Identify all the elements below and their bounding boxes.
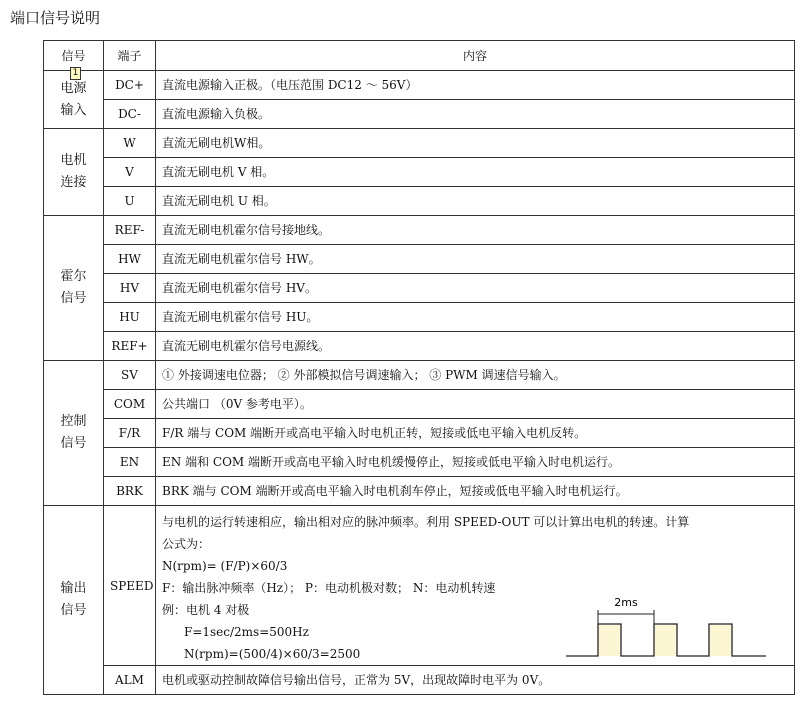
signal-group-output [44,506,104,695]
table-row [44,477,795,506]
table-row [44,245,795,274]
table-row [44,303,795,332]
terminal-cell: DC- [104,100,156,129]
terminal-cell: BRK [104,477,156,506]
terminal-cell: SPEED [104,506,156,666]
signal-group-2 [44,216,104,361]
description-cell: 直流无刷电机霍尔信号电源线。 [156,332,795,361]
page-title: 端口信号说明 [10,9,101,27]
terminal-cell: DC+ [104,71,156,100]
description-cell: 直流无刷电机霍尔信号 HU。 [156,303,795,332]
table-row [44,100,795,129]
header-signal: 信号 [44,41,104,71]
description-cell: 直流无刷电机 V 相。 [156,158,795,187]
signal-group-1 [44,129,104,216]
speed-line: N(rpm)=(500/4)×60/3=2500 [184,647,361,661]
pulse-fill [710,625,731,656]
speed-line: 与电机的运行转速相应，输出相对应的脉冲频率。利用 SPEED-OUT 可以计算出电机的转速。计算 [162,515,690,529]
terminal-cell: HW [104,245,156,274]
terminal-cell: COM [104,390,156,419]
signal-line: 信号 [60,291,87,306]
description-cell: 直流电源输入负极。 [156,100,795,129]
terminal-cell: ALM [104,666,156,695]
table-row [44,187,795,216]
signal-line: 连接 [60,175,87,190]
table-row [44,158,795,187]
description-cell: F/R 端与 COM 端断开或高电平输入时电机正转，短接或低电平输入电机反转。 [156,419,795,448]
speed-line: F：输出脉冲频率（Hz）； P：电动机极对数； N：电动机转速 [162,581,496,595]
speed-line: 公式为： [162,537,211,551]
description-cell: 直流无刷电机霍尔信号接地线。 [156,216,795,245]
speed-line: N(rpm)= (F/P)×60/3 [162,559,288,573]
description-cell: 电机或驱动控制故障信号输出信号，正常为 5V，出现故障时电平为 0V。 [156,666,795,695]
speed-description [156,506,795,666]
table-row [44,361,795,390]
signal-line: 信号 [60,436,87,451]
description-cell: 直流无刷电机霍尔信号 HV。 [156,274,795,303]
signal-line: 控制 [60,414,87,429]
description-cell: 直流无刷电机霍尔信号 HW。 [156,245,795,274]
terminal-cell: EN [104,448,156,477]
table-row [44,332,795,361]
signal-line: 霍尔 [60,269,87,284]
table-row [44,390,795,419]
table-row [44,448,795,477]
table-row [44,506,795,666]
table-header-row [44,41,795,71]
description-cell: BRK 端与 COM 端断开或高电平输入时电机刹车停止，短接或低电平输入时电机运行。 [156,477,795,506]
terminal-cell: HU [104,303,156,332]
signal-line: 电源 [60,80,87,96]
description-cell: 直流无刷电机W相。 [156,129,795,158]
speed-line: 例：电机 4 对极 [162,603,250,617]
description-cell: 直流电源输入正极。（电压范围 DC12 ～ 56V） [156,71,795,100]
terminal-cell: W [104,129,156,158]
pulse-waveform-diagram [566,592,766,662]
speed-line: F=1sec/2ms=500Hz [184,625,309,639]
description-cell: EN 端和 COM 端断开或高电平输入时电机缓慢停止，短接或低电平输入时电机运行。 [156,448,795,477]
terminal-cell: F/R [104,419,156,448]
terminal-cell: V [104,158,156,187]
terminal-cell: SV [104,361,156,390]
header-content: 内容 [156,41,795,71]
pulse-fill [655,625,676,656]
pulse-period-label: 2ms [614,596,638,609]
page-marker-badge: 1 [70,67,81,80]
terminal-cell: REF- [104,216,156,245]
description-cell: ① 外接调速电位器； ② 外部模拟信号调速输入； ③ PWM 调速信号输入。 [156,361,795,390]
signal-line: 信号 [60,603,87,618]
signal-group-3 [44,361,104,506]
table-row [44,71,795,100]
table-row [44,129,795,158]
signal-line: 输出 [60,581,87,596]
table-row [44,666,795,695]
terminal-cell: U [104,187,156,216]
header-terminal: 端子 [104,41,156,71]
terminal-cell: REF+ [104,332,156,361]
signal-line: 输入 [60,102,87,118]
port-signal-table [43,40,795,695]
table-row [44,216,795,245]
pulse-fill [599,625,620,656]
signal-line: 电机 [60,153,87,168]
table-row [44,419,795,448]
table-row [44,274,795,303]
terminal-cell: HV [104,274,156,303]
description-cell: 公共端口 （0V 参考电平）。 [156,390,795,419]
description-cell: 直流无刷电机 U 相。 [156,187,795,216]
